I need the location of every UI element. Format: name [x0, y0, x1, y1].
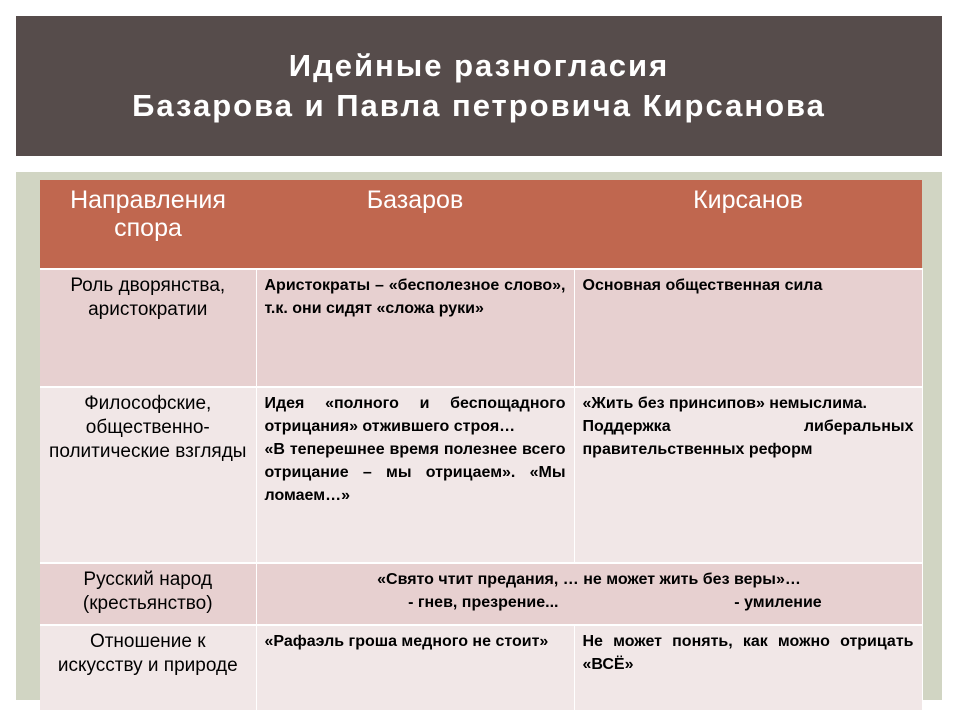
- kirsanov-reaction: - умиление: [734, 594, 822, 611]
- kirsanov-text: Основная общественная сила: [582, 277, 823, 294]
- row-topic: Отношение к искусству и природе: [40, 625, 256, 711]
- bazarov-cell: [256, 269, 574, 387]
- merged-line-1: «Свято чтит предания, … не может жить без веры»…: [377, 571, 801, 588]
- bazarov-reaction: - гнев, презрение...: [408, 594, 559, 611]
- bazarov-cell: [256, 387, 574, 563]
- row-topic: Роль дворянства, аристократии: [40, 269, 256, 387]
- merged-cell: [256, 563, 922, 625]
- kirsanov-text: Поддержка либеральных правительственных реформ: [582, 418, 914, 458]
- merged-line-2: [265, 591, 914, 614]
- row-topic: Русский народ (крестьянство): [40, 563, 256, 625]
- header-bazarov: Базаров: [256, 180, 574, 269]
- table-header-row: [40, 180, 922, 269]
- kirsanov-text: Не может понять, как можно отрицать «ВСЁ»: [582, 633, 914, 673]
- bazarov-text: «Рафаэль гроша медного не стоит»: [264, 633, 549, 650]
- comparison-table: [40, 180, 923, 712]
- table-row: [40, 625, 922, 711]
- bazarov-text: Идея «полного и беспощадного отрицания» отжившего строя…: [264, 395, 566, 435]
- table-row: [40, 387, 922, 563]
- kirsanov-cell: [574, 625, 922, 711]
- table-row: [40, 269, 922, 387]
- kirsanov-text: «Жить без принсипов» немыслима.: [582, 395, 867, 412]
- title-line-2: Базарова и Павла петровича Кирсанова: [132, 88, 826, 123]
- row-topic: Философские, общественно-политические взгляды: [40, 387, 256, 563]
- bazarov-text: «В теперешнее время полезнее всего отрицание – мы отрицаем». «Мы ломаем…»: [264, 441, 566, 504]
- table-row: [40, 563, 922, 625]
- kirsanov-cell: [574, 269, 922, 387]
- bazarov-text: Аристократы – «бесполезное слово», т.к. они сидят «сложа руки»: [264, 277, 566, 317]
- bazarov-cell: [256, 625, 574, 711]
- title-line-1: Идейные разногласия: [288, 48, 670, 83]
- title-bar: [16, 16, 942, 156]
- header-topic: Направления спора: [40, 180, 256, 269]
- kirsanov-cell: [574, 387, 922, 563]
- header-kirsanov: Кирсанов: [574, 180, 922, 269]
